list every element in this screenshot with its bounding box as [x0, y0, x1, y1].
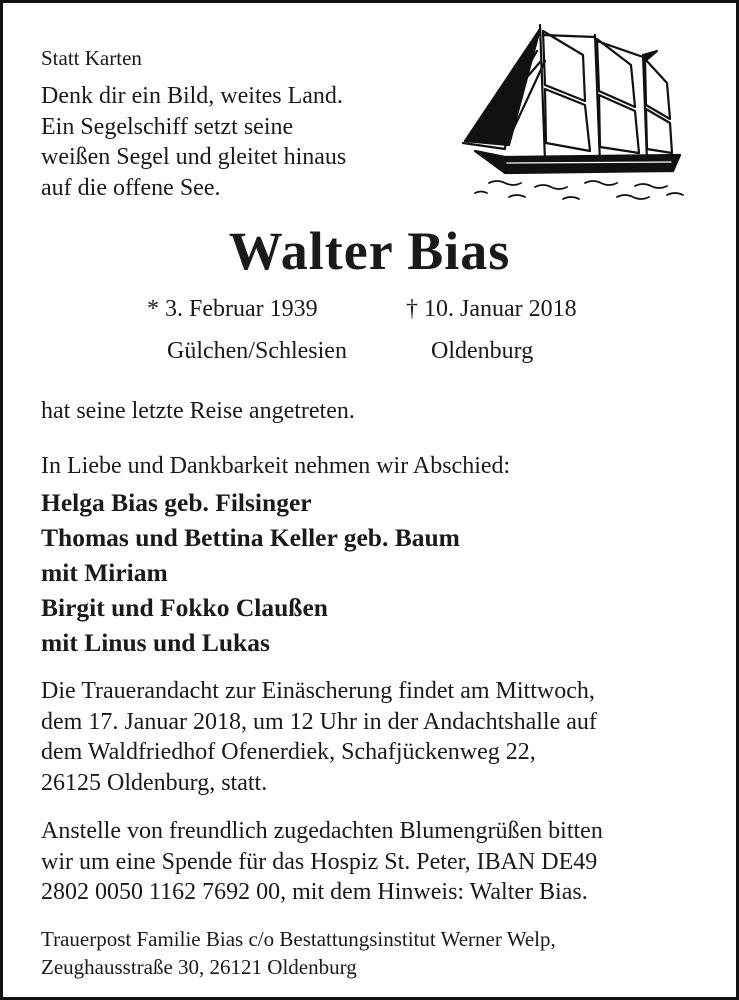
- death-place: Oldenburg: [431, 338, 534, 364]
- donation-line: Anstelle von freundlich zugedachten Blumengrüßen bitten: [41, 818, 603, 844]
- sailing-ship-icon: [445, 21, 695, 213]
- poem-line: Denk dir ein Bild, weites Land.: [41, 83, 343, 109]
- mourner-line: mit Linus und Lukas: [41, 628, 270, 657]
- donation-line: 2802 0050 1162 7692 00, mit dem Hinweis: Walter Bias.: [41, 879, 588, 905]
- donation-line: wir um eine Spende für das Hospiz St. Peter, IBAN DE49: [41, 848, 598, 875]
- donation-info: [41, 816, 603, 908]
- poem: [41, 81, 346, 203]
- last-journey-text: hat seine letzte Reise angetreten.: [41, 398, 355, 424]
- mail-address: [41, 925, 556, 981]
- address-line: Zeughausstraße 30, 26121 Oldenburg: [41, 955, 357, 979]
- service-line: Die Trauerandacht zur Einäscherung findet am Mittwoch,: [41, 678, 595, 704]
- birth-date: * 3. Februar 1939: [147, 296, 318, 322]
- mourner-line: Thomas und Bettina Keller geb. Baum: [41, 523, 460, 552]
- birth-place: Gülchen/Schlesien: [167, 338, 347, 364]
- service-line: dem 17. Januar 2018, um 12 Uhr in der Andachtshalle auf: [41, 708, 597, 735]
- poem-line: Ein Segelschiff setzt seine: [41, 113, 294, 140]
- mourner-line: mit Miriam: [41, 558, 168, 587]
- mourner-line: Birgit und Fokko Claußen: [41, 593, 328, 622]
- poem-line: auf die offene See.: [41, 174, 221, 201]
- deceased-name: Walter Bias: [228, 221, 511, 281]
- death-date: † 10. Januar 2018: [406, 296, 577, 322]
- mourner-line: Helga Bias geb. Filsinger: [41, 488, 312, 517]
- address-line: Trauerpost Familie Bias c/o Bestattungsinstitut Werner Welp,: [41, 927, 556, 951]
- farewell-intro: In Liebe und Dankbarkeit nehmen wir Abschied:: [41, 453, 511, 479]
- service-line: dem Waldfriedhof Ofenerdiek, Schafjückenweg 22,: [41, 739, 536, 765]
- service-line: 26125 Oldenburg, statt.: [41, 769, 268, 796]
- service-info: [41, 676, 597, 798]
- statt-karten-label: Statt Karten: [41, 46, 142, 70]
- poem-line: weißen Segel und gleitet hinaus: [41, 144, 347, 170]
- mourners-list: [41, 485, 460, 660]
